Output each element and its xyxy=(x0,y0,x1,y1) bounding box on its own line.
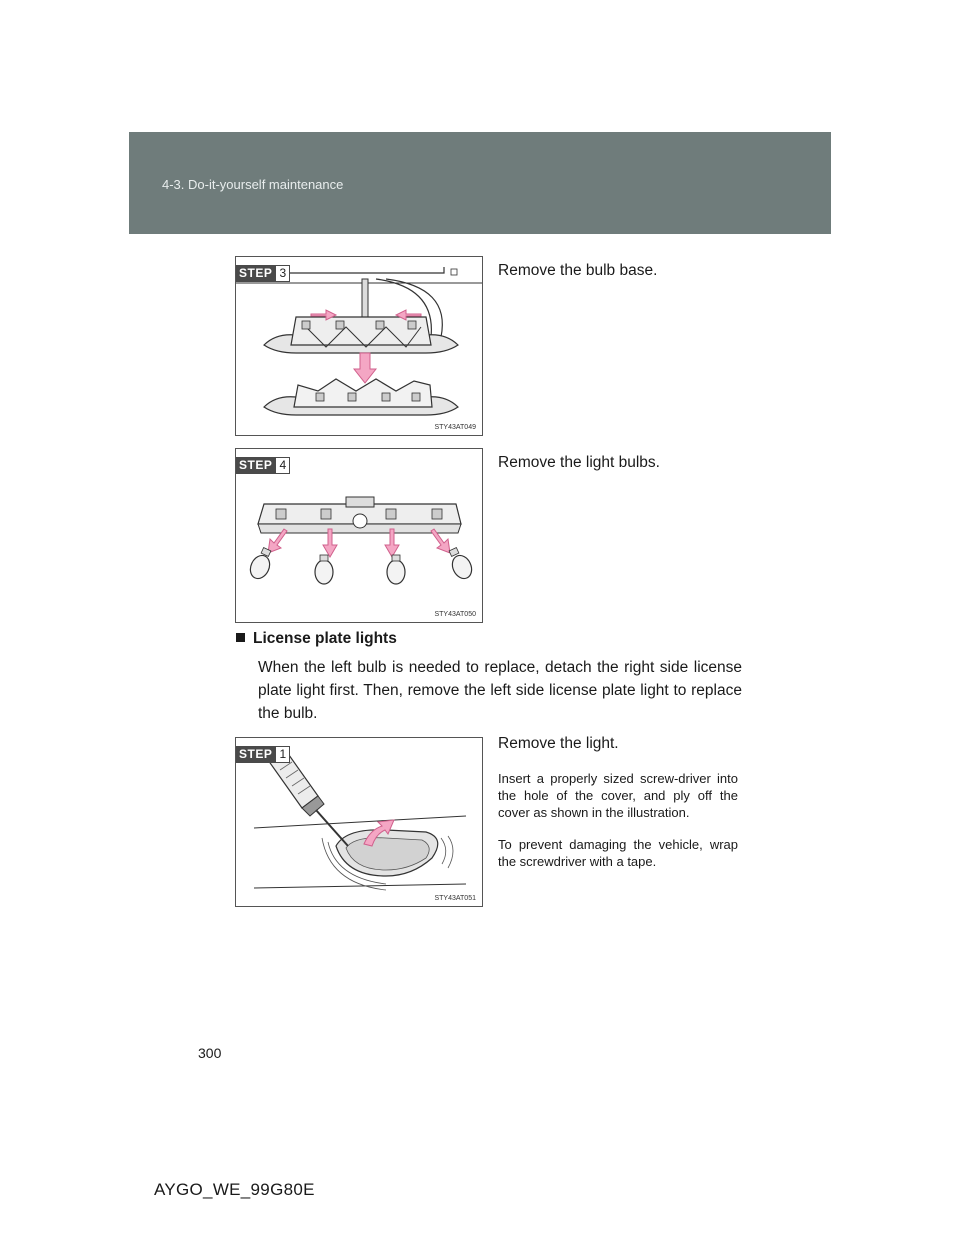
step-1-instruction: Remove the light. xyxy=(498,735,619,752)
square-bullet-icon xyxy=(236,633,245,642)
remove-light-illustration xyxy=(236,738,482,906)
figure-step-4 xyxy=(235,448,483,623)
section-header-bar xyxy=(129,132,831,234)
section-heading xyxy=(236,630,397,648)
page-number: 300 xyxy=(198,1045,222,1061)
figure-step-3 xyxy=(235,256,483,436)
step-number: 1 xyxy=(275,746,290,763)
step-3-instruction: Remove the bulb base. xyxy=(498,262,658,279)
figure-step-1 xyxy=(235,737,483,907)
instruction-note-screwdriver: Insert a properly sized screw-driver into the hole of the cover, and ply off the cover as shown in the illustration. xyxy=(498,771,738,820)
section-title: 4-3. Do-it-yourself maintenance xyxy=(162,177,344,192)
step-badge xyxy=(236,265,290,282)
section-heading-text: License plate lights xyxy=(253,630,397,647)
document-code: AYGO_WE_99G80E xyxy=(154,1180,315,1199)
step-label: STEP xyxy=(236,746,275,763)
bulb-base-illustration xyxy=(236,257,482,435)
section-body: When the left bulb is needed to replace, detach the right side license plate light first. Then, remove the left side license plate light to replace the bulb. xyxy=(258,659,742,722)
step-number: 4 xyxy=(275,457,290,474)
instruction-note-tape: To prevent damaging the vehicle, wrap the screwdriver with a tape. xyxy=(498,837,738,869)
step-badge xyxy=(236,746,290,763)
figure-code: STY43AT050 xyxy=(434,611,476,618)
step-label: STEP xyxy=(236,457,275,474)
figure-code: STY43AT051 xyxy=(434,895,476,902)
figure-code: STY43AT049 xyxy=(434,424,476,431)
step-4-instruction: Remove the light bulbs. xyxy=(498,454,660,471)
light-bulbs-illustration xyxy=(236,449,482,622)
step-badge xyxy=(236,457,290,474)
step-label: STEP xyxy=(236,265,275,282)
step-number: 3 xyxy=(275,265,290,282)
